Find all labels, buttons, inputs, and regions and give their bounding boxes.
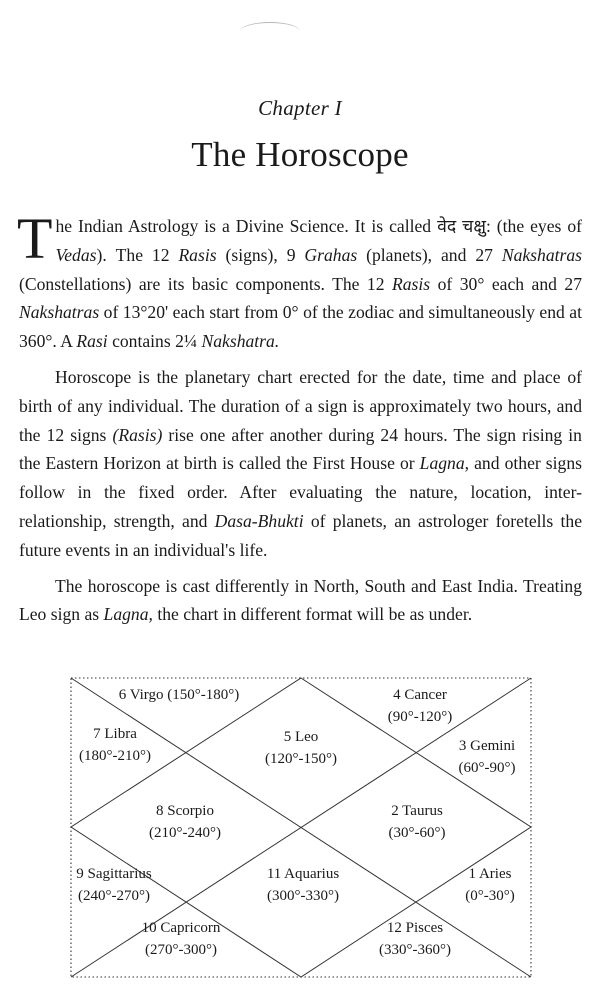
- italic-term: (Rasis): [112, 424, 163, 445]
- paragraph-2: [19, 363, 582, 565]
- paragraph-1: [17, 206, 583, 356]
- house-sagittarius: 9 Sagittarius (240°-270°): [76, 866, 152, 904]
- italic-term: Vedas: [55, 244, 97, 265]
- house-libra: 7 Libra (180°-210°): [79, 726, 151, 764]
- italic-term: Grahas: [304, 244, 358, 265]
- italic-term: Rasi: [76, 331, 108, 352]
- chapter-label: Chapter I: [258, 96, 342, 120]
- paragraph-3: [19, 572, 582, 630]
- italic-term: Nakshatras: [19, 302, 100, 323]
- text-run: rise one after another during 24 hours. The sign rising in the Eastern Horizon at birth is called the First House or: [19, 424, 582, 474]
- text-run: the chart in different format will be as under.: [152, 604, 473, 625]
- italic-term: Dasa-Bhukti: [214, 510, 304, 531]
- drop-cap: T: [17, 206, 53, 271]
- text-run: (Constellations) are its basic components. The 12: [19, 273, 392, 294]
- text-run: Horoscope is the planetary chart erected for the date, time and place of birth of any individual. The duration of a sign is approximately two hours, and the 12 signs: [19, 366, 582, 445]
- text-run: The horoscope is cast differently in North, South and East India. Treating Leo sign as: [19, 575, 582, 625]
- house-pisces: 12 Pisces (330°-360°): [379, 920, 451, 958]
- devanagari-phrase: वेद चक्षु:: [437, 216, 491, 236]
- body-text: [17, 206, 583, 629]
- north-indian-horoscope-chart: [70, 677, 532, 979]
- house-taurus: 2 Taurus (30°-60°): [388, 803, 446, 841]
- text-run: (signs), 9: [216, 244, 305, 265]
- italic-term: Rasis: [178, 244, 217, 265]
- house-cancer: 4 Cancer (90°-120°): [387, 687, 453, 725]
- italic-term: Lagna,: [103, 604, 153, 625]
- text-run: ). The 12: [96, 244, 179, 265]
- house-aquarius: 11 Aquarius (300°-330°): [266, 866, 340, 904]
- chapter-title: The Horoscope: [191, 135, 409, 174]
- italic-term: Rasis: [392, 273, 431, 294]
- house-scorpio: 8 Scorpio (210°-240°): [149, 803, 221, 841]
- house-aries: 1 Aries (0°-30°): [465, 866, 515, 904]
- text-run: he Indian Astrology is a Divine Science. It is called: [55, 216, 438, 236]
- text-run: and other signs follow in the fixed order. After evaluating the nature, location, inter-relationship, strength, and: [19, 453, 582, 531]
- text-run: (planets), and 27: [357, 244, 502, 265]
- house-virgo: 6 Virgo (150°-180°): [118, 687, 240, 703]
- house-leo: 5 Leo (120°-150°): [265, 729, 337, 767]
- page-curl-decoration: [240, 22, 300, 41]
- text-run: contains 2¼: [107, 331, 202, 352]
- text-run: of 13°20' each start from 0° of the zodiac and simultaneously end at 360°. A: [19, 302, 582, 352]
- house-gemini: 3 Gemini (60°-90°): [458, 738, 516, 776]
- italic-term: Nakshatras: [501, 244, 582, 265]
- text-run: of 30° each and 27: [430, 273, 583, 294]
- house-capricorn: 10 Capricorn (270°-300°): [141, 920, 221, 958]
- text-run: of planets, an astrologer foretells the future events in an individual's life.: [19, 510, 582, 560]
- italic-term: Nakshatra.: [201, 331, 280, 352]
- text-run: (the eyes of: [490, 216, 582, 236]
- italic-term: Lagna,: [419, 453, 470, 474]
